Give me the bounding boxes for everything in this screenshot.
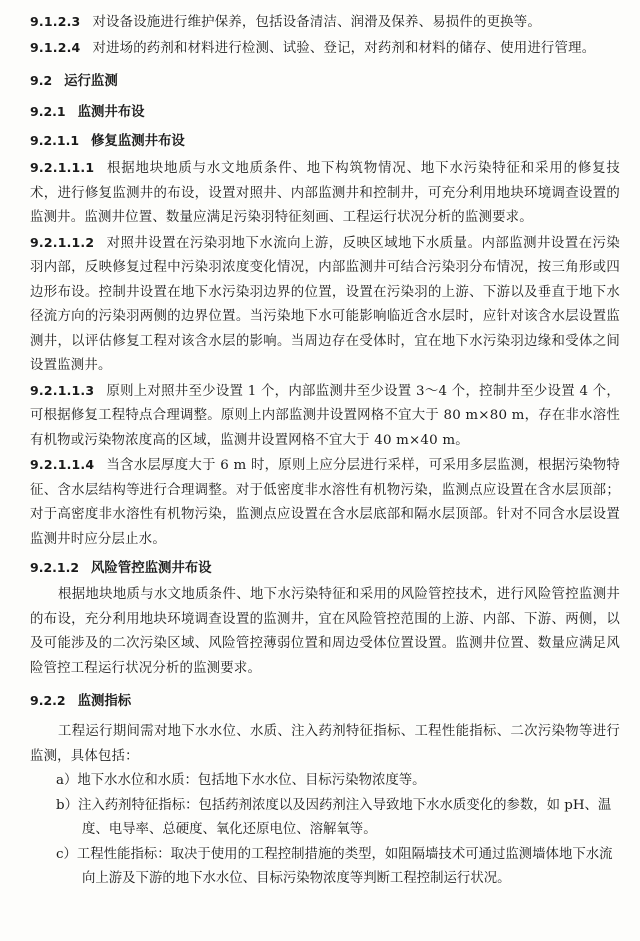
item-number: 9.2.1.1.1 [30, 160, 95, 175]
heading-number: 9.2.1.2 [30, 560, 80, 575]
indicators-intro: 工程运行期间需对地下水水位、水质、注入药剂特征指标、工程性能指标、二次污染物等进行监测，具体包括： [30, 724, 620, 764]
heading-title: 运行监测 [64, 74, 118, 89]
heading-title: 修复监测井布设 [91, 134, 185, 149]
section-heading-9-2-2 [30, 689, 620, 714]
heading-number: 9.2 [30, 73, 53, 88]
heading-number: 9.2.1.1 [30, 133, 80, 148]
section-heading-9-2 [30, 69, 620, 94]
list-label: a） [56, 773, 78, 788]
section-heading-9-2-1 [30, 100, 620, 125]
clause-9-1-2-3 [30, 10, 620, 36]
clause-text: 对设备设施进行维护保养，包括设备清洁、润滑及保养、易损件的更换等。 [92, 15, 541, 30]
item-number: 9.2.1.1.2 [30, 234, 95, 250]
item-text: 根据地块地质与水文地质条件、地下构筑物情况、地下水污染特征和采用的修复技术，进行修复监测井的布设，设置对照井、内部监测井和控制井，可充分利用地块环境调查设置的监测井。监测井位置、数量应满足污染羽特征刻画、工程运行状况分析的监测要求。 [30, 161, 620, 225]
item-9-2-1-1-4 [30, 453, 620, 552]
item-text: 对照井设置在污染羽地下水流向上游，反映区域地下水质量。内部监测井设置在污染羽内部，反映修复过程中污染羽浓度变化情况，内部监测井可结合污染羽分布情况，按三角形或四边形布设。控制井设置在地下水污染羽边界的位置，设置在污染羽的上游、下游以及垂直于地下水径流方向的污染羽两侧的边界位置。当污染地下水可能影响临近含水层时，应针对该含水层设置监测井，以评估修复工程对该含水层的影响。当周边存在受体时，宜在地下水污染羽边缘和受体之间设置监测井。 [30, 235, 620, 373]
list-label: c） [56, 846, 77, 862]
section-heading-9-2-1-2 [30, 556, 620, 581]
clause-number: 9.1.2.4 [30, 39, 81, 55]
list-text: 注入药剂特征指标：包括药剂浓度以及因药剂注入导致地下水水质变化的参数，如 pH、温度、电导率、总硬度、氧化还原电位、溶解氧等。 [77, 797, 612, 837]
item-9-2-1-1-2 [30, 231, 620, 379]
section-heading-9-2-1-1 [30, 129, 620, 154]
item-9-2-1-1-1 [30, 156, 620, 231]
clause-text: 对进场的药剂和材料进行检测、试验、登记，对药剂和材料的储存、使用进行管理。 [92, 40, 596, 56]
list-item-c [30, 843, 620, 892]
item-number: 9.2.1.1.3 [30, 382, 95, 398]
heading-title: 监测井布设 [77, 105, 145, 120]
item-9-2-1-1-3 [30, 379, 620, 454]
clause-number: 9.1.2.3 [30, 14, 81, 29]
clause-9-1-2-4 [30, 36, 620, 62]
list-item-a [30, 769, 620, 794]
heading-number: 9.2.2 [30, 693, 66, 708]
item-number: 9.2.1.1.4 [30, 457, 95, 472]
heading-number: 9.2.1 [30, 104, 66, 119]
heading-title: 监测指标 [77, 694, 132, 709]
list-text: 工程性能指标：取决于使用的工程控制措施的类型，如阻隔墙技术可通过监测墙体地下水流向上游及下游的地下水水位、目标污染物浓度等判断工程控制运行状况。 [76, 846, 613, 886]
heading-title: 风险管控监测井布设 [91, 561, 212, 576]
list-label: b） [56, 797, 78, 813]
item-text: 当含水层厚度大于 6 m 时，原则上应分层进行采样，可采用多层监测，根据污染物特征、含水层结构等进行合理调整。对于低密度非水溶性有机物污染，监测点应设置在含水层顶部；对于高密度非水溶性有机物污染，监测点应设置在含水层底部和隔水层顶部。针对不同含水层设置监测井时应分层止水。 [30, 458, 620, 547]
list-item-b [30, 794, 620, 843]
risk-control-paragraph: 根据地块地质与水文地质条件、地下水污染特征和采用的风险管控技术，进行风险管控监测井的布设，充分利用地块环境调查设置的监测井，宜在风险管控范围的上游、内部、下游、两侧，以及可能涉及的二次污染区域、风险管控薄弱位置和周边受体位置设置。监测井位置、数量应满足风险管控工程运行状况分析的监测要求。 [30, 587, 620, 676]
list-text: 地下水水位和水质：包括地下水水位、目标污染物浓度等。 [77, 773, 426, 788]
item-text: 原则上对照井至少设置 1 个，内部监测井至少设置 3～4 个，控制井至少设置 4 个，可根据修复工程特点合理调整。原则上内部监测井设置网格不宜大于 80 m×80 m，存在非水溶性有机物或污染物浓度高的区域，监测井设置网格不宜大于 40 m×40 m。 [30, 383, 620, 448]
